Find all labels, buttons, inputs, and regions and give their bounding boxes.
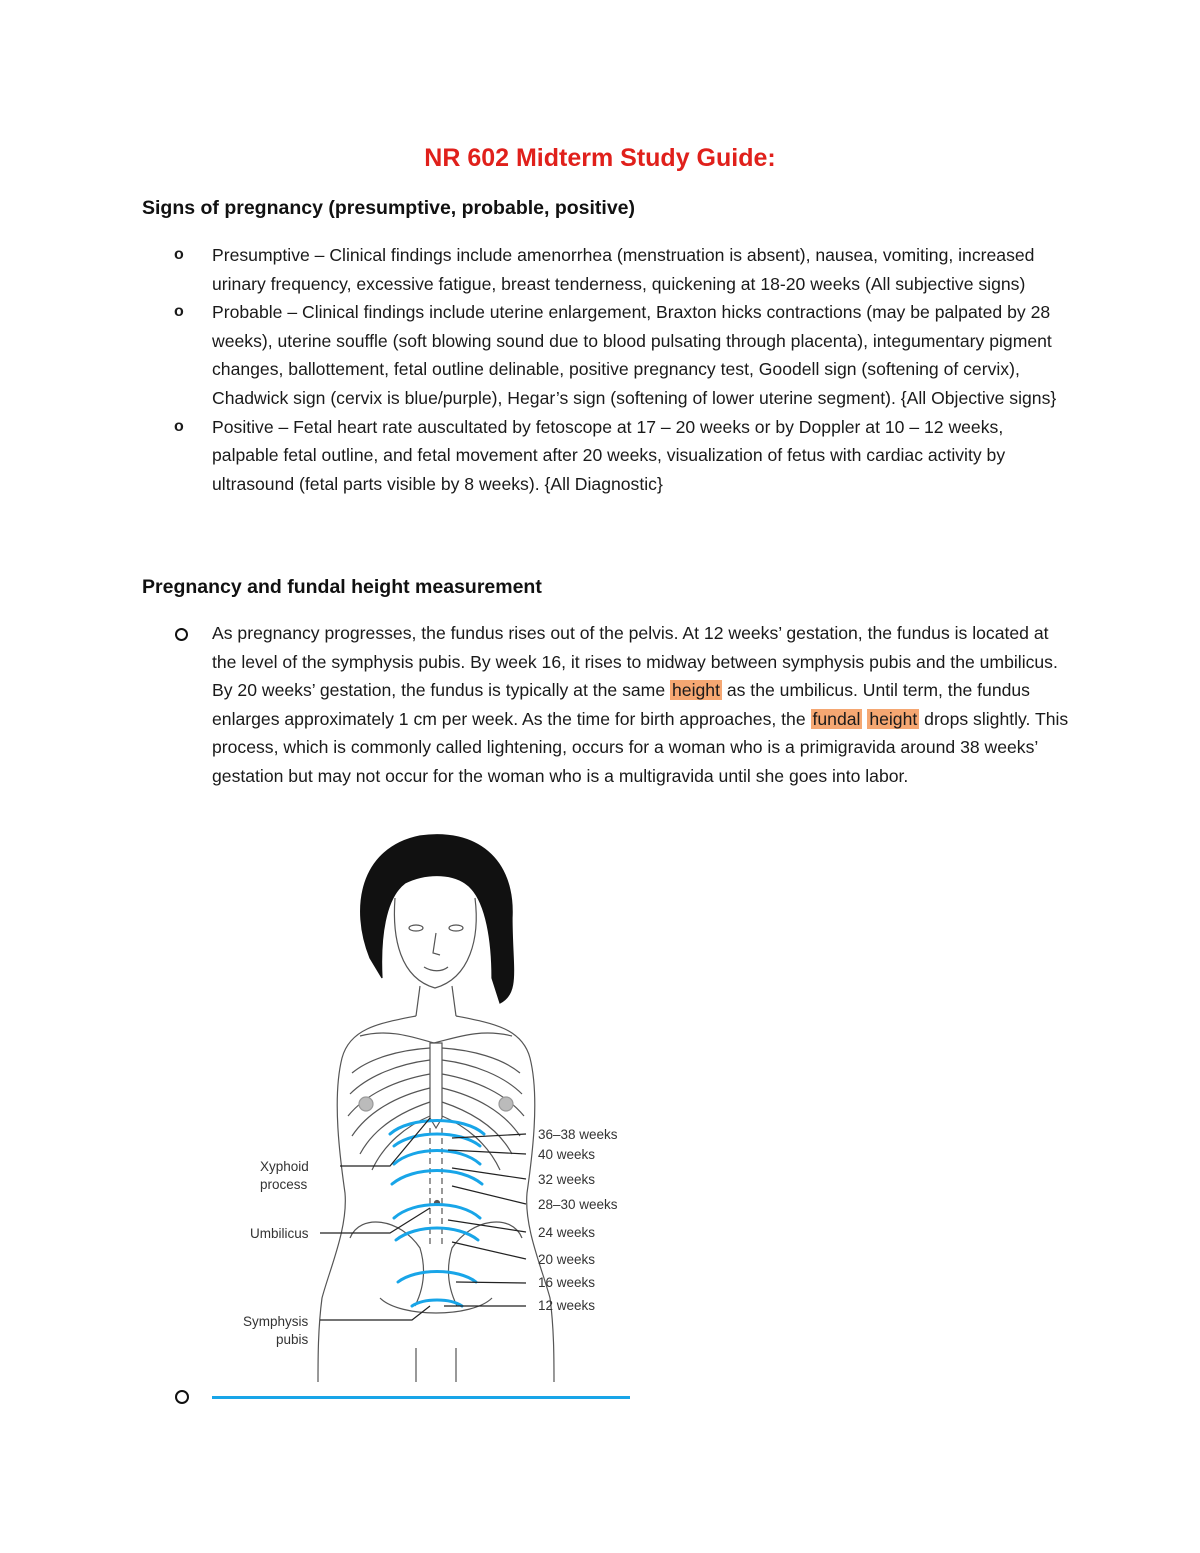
label-week-20: 20 weeks — [538, 1252, 596, 1267]
signs-list — [174, 241, 1074, 498]
label-week-24: 24 weeks — [538, 1225, 596, 1240]
fundal-height-diagram — [230, 828, 650, 1382]
positive-text: Positive – Fetal heart rate auscultated by fetoscope at 17 – 20 weeks or by Doppler at 10 – 12 weeks, palpable fetal outline, and fetal movement after 20 weeks, visualization of fetus with cardiac activity by ultrasound (fetal parts visible by 8 weeks). {All Diagnostic} — [212, 416, 1006, 494]
torso-outline-left — [318, 1016, 416, 1382]
label-week-28-30: 28–30 weeks — [538, 1197, 618, 1212]
list-item-positive — [174, 413, 1074, 499]
list-item-fundal-height — [174, 619, 1074, 791]
list-item-probable — [174, 298, 1074, 412]
label-week-36-38: 36–38 weeks — [538, 1127, 618, 1142]
fundal-text-part: As pregnancy progresses, the fundus rises out of the pelvis. At 12 weeks’ gestation, the fundus is located at the level of the symphysis pubis. By week 16, it rises to midway between symphysis pubis and the umbilicus. By 20 weeks’ gestation, the fundus is typically at the same — [212, 623, 1058, 701]
bullet-icon: o — [174, 246, 184, 263]
open-bullet-icon — [175, 1390, 189, 1404]
label-xyphoid: Xyphoid — [260, 1159, 309, 1174]
fundal-text-part: as the umbilicus. Until term, the fundus enlarges approximately 1 cm per week. As the time for birth approaches, the — [212, 680, 1030, 729]
bullet-icon: o — [174, 303, 184, 321]
label-umbilicus: Umbilicus — [250, 1226, 309, 1241]
bullet-icon: o — [174, 417, 184, 435]
list-item-presumptive — [174, 241, 1074, 298]
presumptive-text: Presumptive – Clinical findings include amenorrhea (menstruation is absent), nausea, vomiting, increased urinary frequency, excessive fatigue, breast tenderness, quickening at 18-20 weeks (All subjective signs) — [212, 245, 1035, 294]
label-week-16: 16 weeks — [538, 1275, 596, 1290]
label-week-32: 32 weeks — [538, 1172, 596, 1187]
label-symphysis-2: pubis — [276, 1332, 309, 1347]
face-icon — [394, 898, 476, 988]
section-heading-fundal: Pregnancy and fundal height measurement — [142, 576, 542, 598]
probable-text: Probable – Clinical findings include uterine enlargement, Braxton hicks contractions (may be palpated by 28 weeks), uterine souffle (soft blowing sound due to blood pulsating through placenta), integumentary pigment changes, ballottement, fetal outline delinable, positive pregnancy test, Goodell sign (softening of cervix), Chadwick sign (cervix is blue/purple), Hegar’s sign (softening of lower uterine segment). {All Objective signs} — [212, 302, 1057, 408]
label-week-40: 40 weeks — [538, 1147, 596, 1162]
fundal-list — [174, 619, 1074, 791]
fundal-text-part: drops slightly. This process, which is commonly called lightening, occurs for a woman who is a primigravida around 38 weeks’ gestation but may not occur for the woman who is a multigravida until she goes into labor. — [212, 708, 1069, 786]
highlight-height: height — [869, 708, 918, 729]
open-bullet-icon — [175, 628, 188, 641]
highlight-fundal: fundal — [812, 708, 861, 729]
highlight-height: height — [672, 680, 720, 701]
horizontal-rule — [212, 1396, 630, 1399]
hair-icon — [361, 835, 514, 1003]
label-symphysis: Symphysis — [243, 1314, 309, 1329]
page-title: NR 602 Midterm Study Guide: — [424, 144, 776, 172]
label-xyphoid-2: process — [260, 1177, 308, 1192]
label-week-12: 12 weeks — [538, 1298, 596, 1313]
section-heading-signs: Signs of pregnancy (presumptive, probable, positive) — [142, 197, 636, 219]
leader-lines — [320, 1118, 526, 1320]
